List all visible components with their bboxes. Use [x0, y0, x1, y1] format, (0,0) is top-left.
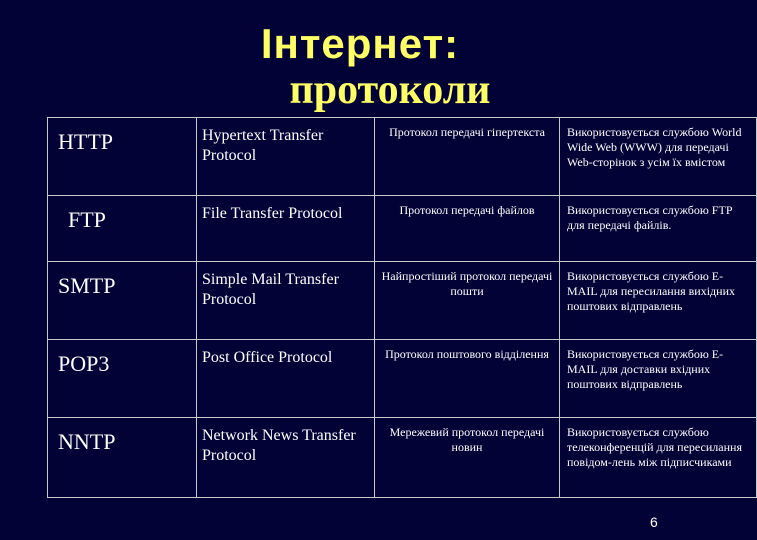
protocol-translation: Найпростіший протокол передачі пошти: [375, 262, 560, 340]
protocol-translation: Протокол передачі файлов: [375, 196, 560, 262]
protocol-description: Використовується службою FTP для передачі файлів.: [560, 196, 757, 262]
protocol-abbr: FTP: [48, 196, 197, 262]
table-row: [48, 418, 757, 498]
protocol-description: Використовується службою E-MAIL для доставки вхідних поштових відправлень: [560, 340, 757, 418]
page-number: 6: [650, 514, 658, 530]
protocol-abbr: HTTP: [48, 118, 197, 196]
protocol-name: File Transfer Protocol: [197, 196, 375, 262]
table-row: [48, 196, 757, 262]
protocol-abbr: NNTP: [48, 418, 197, 498]
slide-title-line2: протоколи: [289, 67, 491, 113]
protocol-name: Simple Mail Transfer Protocol: [197, 262, 375, 340]
protocol-name: Hypertext Transfer Protocol: [197, 118, 375, 196]
protocol-description: Використовується службою телеконференцій для пересилання повідом-лень між підписчиками: [560, 418, 757, 498]
protocol-translation: Протокол передачі гіпертекста: [375, 118, 560, 196]
protocol-name: Network News Transfer Protocol: [197, 418, 375, 498]
slide-title-line1: Інтернет:: [260, 20, 460, 67]
protocols-table: [47, 117, 757, 498]
table-row: [48, 262, 757, 340]
table-row: [48, 340, 757, 418]
protocol-description: Використовується службою World Wide Web (WWW) для передачі Web-сторінок з усім їх вмістом: [560, 118, 757, 196]
protocol-translation: Протокол поштового відділення: [375, 340, 560, 418]
protocol-description: Використовується службою E-MAIL для пересилання вихідних поштових відправлень: [560, 262, 757, 340]
table-row: [48, 118, 757, 196]
protocol-abbr: SMTP: [48, 262, 197, 340]
protocol-abbr: POP3: [48, 340, 197, 418]
protocol-name: Post Office Protocol: [197, 340, 375, 418]
protocol-translation: Мережевий протокол передачі новин: [375, 418, 560, 498]
